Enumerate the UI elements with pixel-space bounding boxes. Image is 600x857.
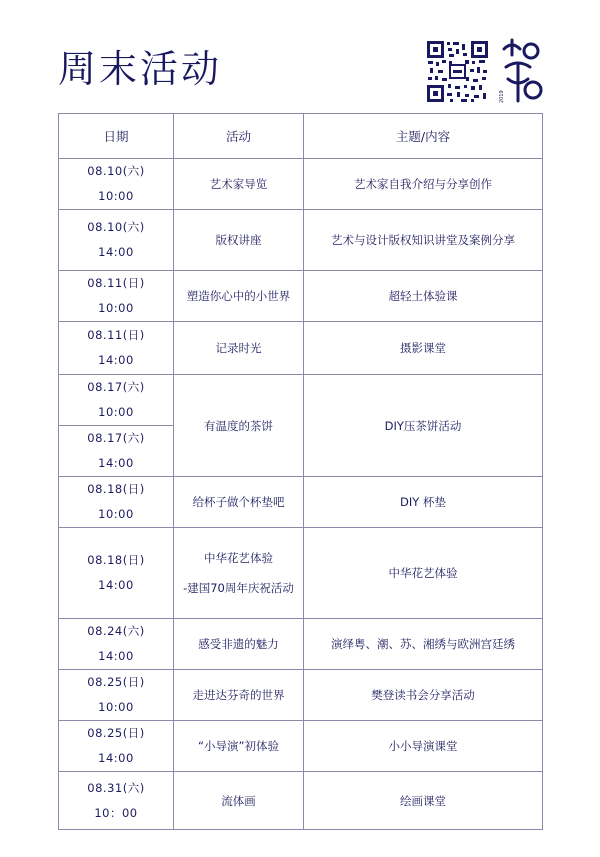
schedule-table: [58, 113, 543, 830]
date-text: 08.25(日): [87, 675, 145, 689]
date-cell: [59, 375, 174, 426]
topic-column-header: 主题/内容: [304, 114, 543, 159]
topic-cell: 绘画课堂: [304, 772, 543, 830]
time-text: 10:00: [98, 189, 134, 203]
date-cell: [59, 528, 174, 619]
date-cell: [59, 159, 174, 210]
activity-cell: 版权讲座: [174, 210, 304, 271]
date-column-header: 日期: [59, 114, 174, 159]
time-text: 10:00: [98, 507, 134, 521]
table-row: [59, 477, 543, 528]
topic-cell: 艺术与设计版权知识讲堂及案例分享: [304, 210, 543, 271]
time-text: 14:00: [98, 649, 134, 663]
date-text: 08.31(六): [87, 780, 145, 795]
activity-line: -建国70周年庆祝活动: [183, 581, 294, 595]
date-cell: [59, 670, 174, 721]
topic-cell: 中华花艺体验: [304, 528, 543, 619]
time-text: 14:00: [98, 578, 134, 592]
page-title: 周末活动: [58, 47, 223, 91]
activity-line: 中华花艺体验: [204, 551, 273, 565]
activity-cell: 记录时光: [174, 322, 304, 375]
topic-cell: 艺术家自我介绍与分享创作: [304, 159, 543, 210]
qr-code-icon: [425, 39, 490, 104]
topic-cell: DIY 杯垫: [304, 477, 543, 528]
date-text: 08.10(六): [87, 164, 145, 178]
date-text: 08.11(日): [87, 328, 145, 342]
date-text: 08.10(六): [87, 220, 145, 234]
activity-cell: 走进达芬奇的世界: [174, 670, 304, 721]
table-row: [59, 159, 543, 210]
topic-cell: DIY压茶饼活动: [304, 375, 543, 477]
activity-column-header: 活动: [174, 114, 304, 159]
table-row: [59, 375, 543, 426]
table-row: [59, 528, 543, 619]
date-text: 08.17(六): [87, 431, 145, 445]
date-text: 08.18(日): [87, 482, 145, 496]
activity-cell: 塑造你心中的小世界: [174, 271, 304, 322]
table-row: [59, 322, 543, 375]
time-text: 10:00: [98, 405, 134, 419]
time-text: 10：00: [94, 805, 138, 820]
topic-cell: 樊登读书会分享活动: [304, 670, 543, 721]
activity-cell: “小导演”初体验: [174, 721, 304, 772]
topic-cell: 小小导演课堂: [304, 721, 543, 772]
topic-cell: 超轻土体验课: [304, 271, 543, 322]
date-cell: [59, 271, 174, 322]
date-text: 08.11(日): [87, 276, 145, 290]
activity-cell: 流体画: [174, 772, 304, 830]
logo-icon: [498, 35, 546, 107]
date-cell: [59, 426, 174, 477]
time-text: 14:00: [98, 245, 134, 259]
table-row: [59, 210, 543, 271]
time-text: 14:00: [98, 353, 134, 367]
date-text: 08.17(六): [87, 380, 145, 394]
table-row: [59, 721, 543, 772]
activity-cell: 感受非遗的魅力: [174, 619, 304, 670]
table-row: [59, 670, 543, 721]
table-row: [59, 772, 543, 830]
date-cell: [59, 210, 174, 271]
date-cell: [59, 772, 174, 830]
activity-cell: [174, 528, 304, 619]
topic-cell: 演绎粤、潮、苏、湘绣与欧洲宫廷绣: [304, 619, 543, 670]
activity-cell: 给杯子做个杯垫吧: [174, 477, 304, 528]
time-text: 10:00: [98, 700, 134, 714]
table-row: [59, 271, 543, 322]
svg-text:2019: 2019: [499, 90, 505, 103]
time-text: 14:00: [98, 751, 134, 765]
date-text: 08.25(日): [87, 726, 145, 740]
date-cell: [59, 322, 174, 375]
table-header-row: [59, 114, 543, 159]
date-cell: [59, 477, 174, 528]
table-row: [59, 619, 543, 670]
topic-cell: 摄影课堂: [304, 322, 543, 375]
time-text: 10:00: [98, 301, 134, 315]
date-text: 08.18(日): [87, 553, 145, 567]
activity-cell: 有温度的茶饼: [174, 375, 304, 477]
time-text: 14:00: [98, 456, 134, 470]
activity-cell: 艺术家导览: [174, 159, 304, 210]
date-text: 08.24(六): [87, 624, 145, 638]
date-cell: [59, 619, 174, 670]
date-cell: [59, 721, 174, 772]
